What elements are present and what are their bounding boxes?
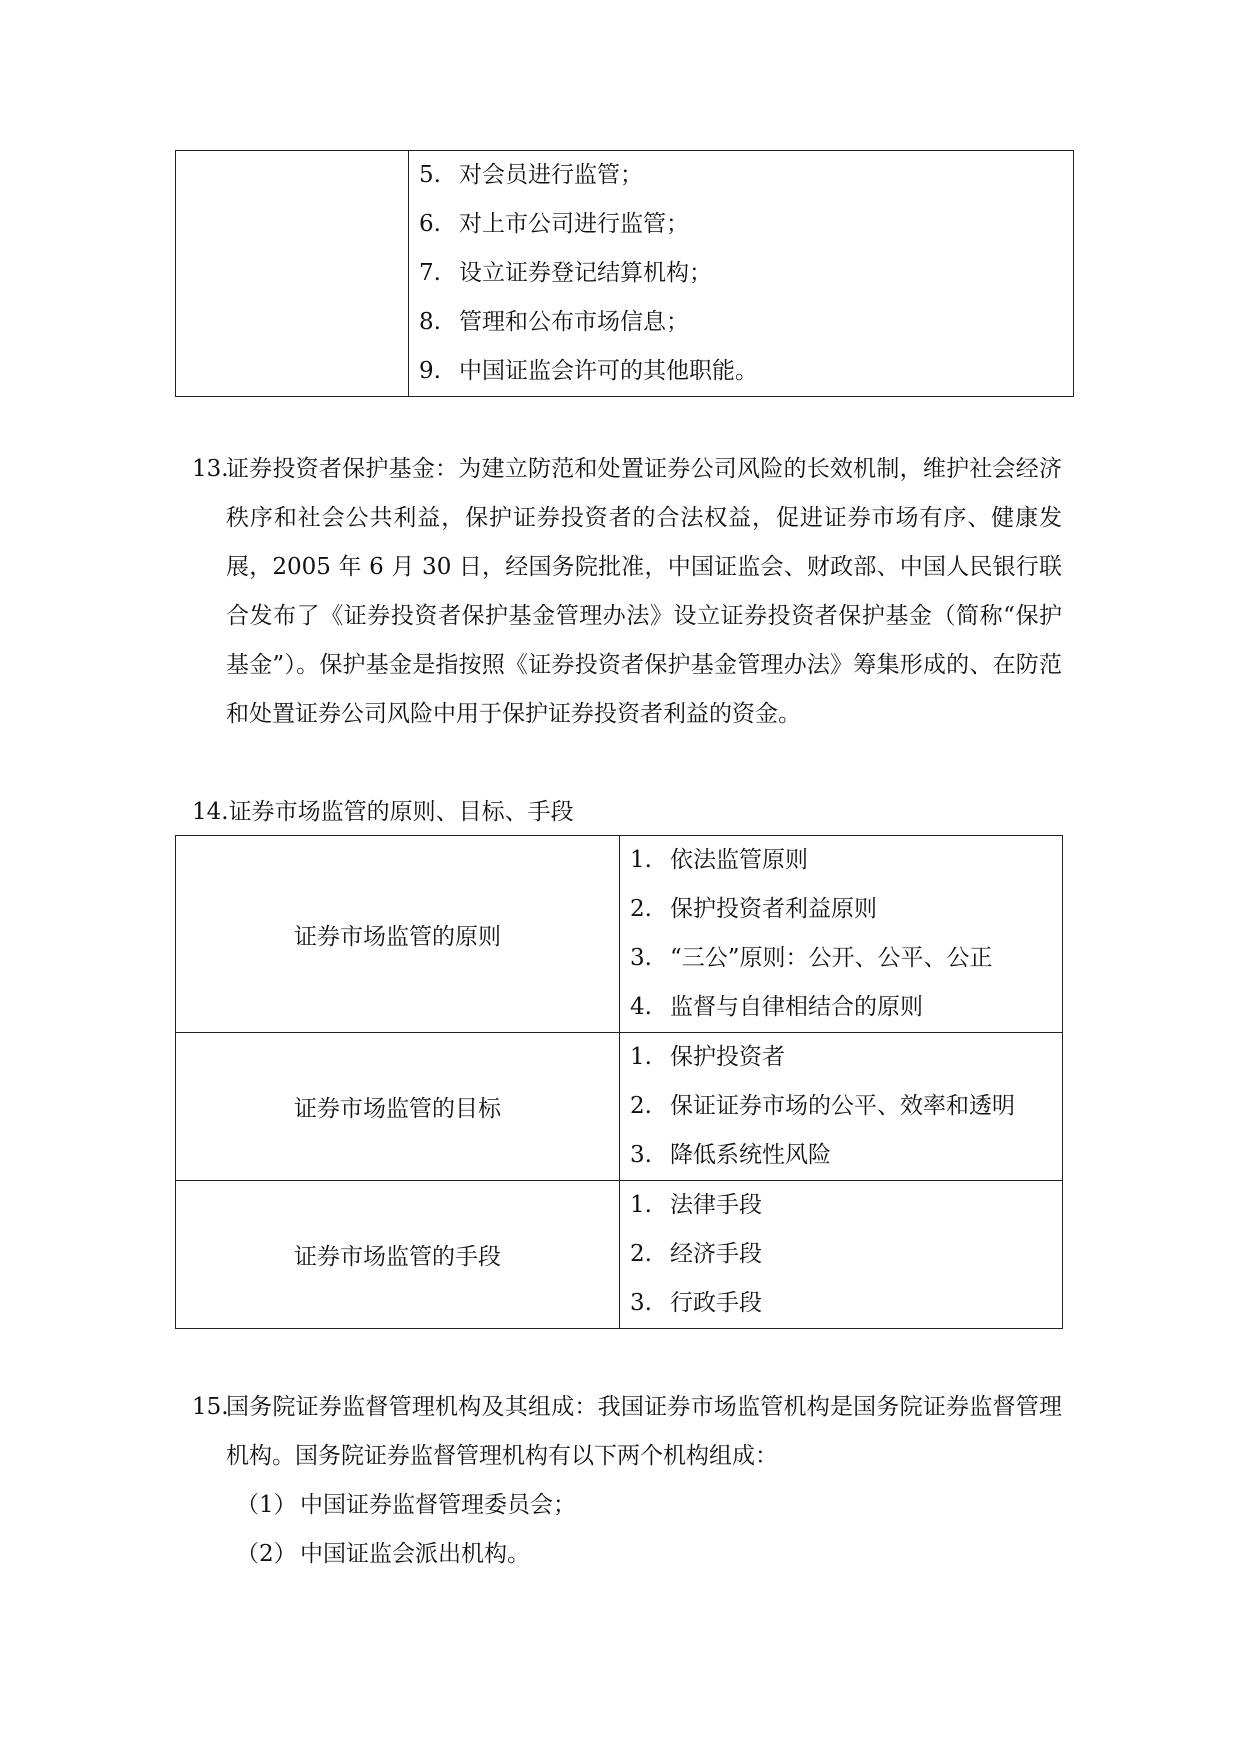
list-item [409,200,1073,249]
item-text: 对上市公司进行监管； [459,211,689,237]
functions-list-cell [409,151,1074,397]
section-number: 13. [192,456,229,482]
section-text: 证券投资者保护基金：为建立防范和处置证券公司风险的长效机制，维护社会经济秩序和社会公共利益，保护证券投资者的合法权益，促进证券市场有序、健康发展，2005 年 6 月 30 日，经国务院批准，中国证监会、财政部、中国人民银行联合发布了《证券投资者保护基金管理办法》设立证券投资者保护基金（简称“保护基金”）。保护基金是指按照《证券投资者保护基金管理办法》筹集形成的、在防范和处置证券公司风险中用于保护证券投资者利益的资金。 [226,456,1062,727]
list-item [236,1530,530,1579]
section-13 [192,445,1062,739]
row-label-principles [176,836,620,1033]
item-number: 2. [630,1241,652,1267]
list-item [409,298,1073,347]
goals-list-cell [620,1033,1063,1181]
list-item [620,885,1062,934]
item-text: 管理和公布市场信息； [459,309,689,335]
section-text: 国务院证券监督管理机构及其组成：我国证券市场监管机构是国务院证券监督管理机构。国务院证券监督管理机构有以下两个机构组成： [226,1394,1062,1469]
table-row [176,151,1074,397]
list-item [409,347,1073,396]
list-item [620,1082,1062,1131]
item-text: 中国证监会派出机构。 [300,1541,530,1567]
item-text: 中国证券监督管理委员会； [300,1492,576,1518]
item-number: 1. [630,1192,652,1218]
item-text: “三公”原则：公开、公平、公正 [670,945,993,971]
section-title: 证券市场监管的原则、目标、手段 [228,799,574,825]
section-15 [192,1383,1062,1481]
list-item [620,1131,1062,1180]
item-text: 行政手段 [670,1290,762,1316]
item-text: 保护投资者利益原则 [670,896,877,922]
item-number: 2. [630,1093,652,1119]
row-label-text: 证券市场监管的手段 [294,1244,501,1270]
item-number: 9. [419,358,441,384]
list-item [236,1481,576,1530]
item-number: 3. [630,1142,652,1168]
row-label-means [176,1181,620,1329]
item-text: 降低系统性风险 [670,1142,831,1168]
item-number: （2） [236,1541,297,1567]
item-number: 7. [419,260,441,286]
item-text: 保护投资者 [670,1044,785,1070]
item-number: 4. [630,994,652,1020]
item-number: 8. [419,309,441,335]
item-number: 3. [630,1290,652,1316]
item-text: 中国证监会许可的其他职能。 [459,358,758,384]
item-text: 依法监管原则 [670,847,808,873]
means-list-cell [620,1181,1063,1329]
empty-label-cell [176,151,409,397]
table-row [176,1033,1063,1181]
row-label-text: 证券市场监管的目标 [294,1096,501,1122]
list-item [409,151,1073,200]
table-row [176,836,1063,1033]
item-text: 法律手段 [670,1192,762,1218]
list-item [620,1181,1062,1230]
item-number: 5. [419,162,441,188]
list-item [620,1033,1062,1082]
list-item [409,249,1073,298]
list-item [620,1230,1062,1279]
section-number: 15. [192,1394,229,1420]
row-label-goals [176,1033,620,1181]
item-text: 对会员进行监管； [459,162,643,188]
list-item [620,836,1062,885]
item-number: 6. [419,211,441,237]
supervision-table [175,835,1063,1329]
item-text: 监督与自律相结合的原则 [670,994,923,1020]
item-number: 1. [630,847,652,873]
item-text: 经济手段 [670,1241,762,1267]
list-item [620,983,1062,1032]
functions-table [175,150,1074,397]
list-item [620,934,1062,983]
item-text: 设立证券登记结算机构； [459,260,712,286]
item-number: 3. [630,945,652,971]
section-14-heading [192,788,574,837]
list-item [620,1279,1062,1328]
item-number: 2. [630,896,652,922]
principles-list-cell [620,836,1063,1033]
section-number: 14. [192,799,229,825]
item-text: 保证证券市场的公平、效率和透明 [670,1093,1015,1119]
row-label-text: 证券市场监管的原则 [294,923,501,950]
table-row [176,1181,1063,1329]
item-number: （1） [236,1492,297,1518]
item-number: 1. [630,1044,652,1070]
